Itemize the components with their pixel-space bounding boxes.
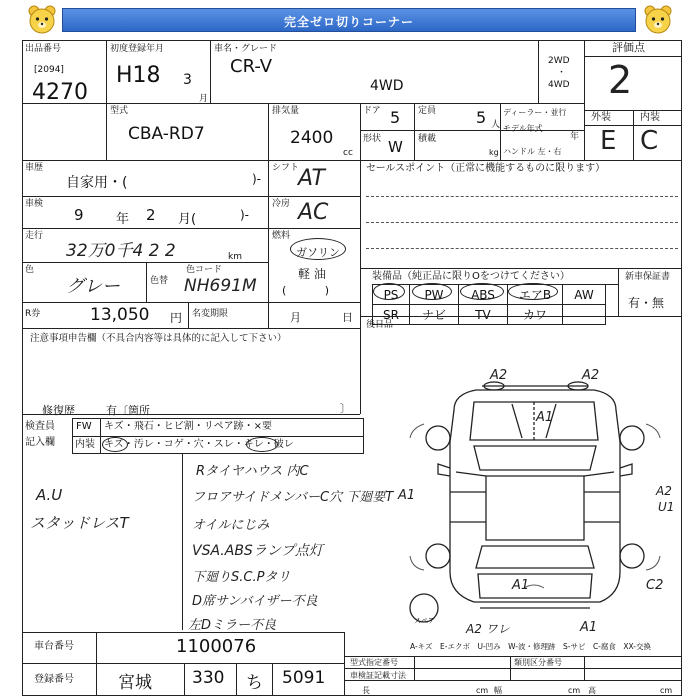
inspection-close: )- [240,208,250,222]
usage-value: 自家用・( [66,175,128,191]
car-label: 車名・グレード [214,44,278,54]
selling-points-label: セールスポイント（正常に機能するものに限ります） [366,163,606,174]
usage-label: 車歴 [25,163,44,173]
displacement-label: 排気量 [272,106,300,116]
drive-opt2: 4WD [548,80,570,90]
lot-number: 4270 [32,80,88,105]
color-change-label: 色替 [150,276,169,286]
color-value: グレー [66,276,120,297]
shape-value: W [388,138,403,156]
mark-a2-right: A2 [656,484,672,498]
dim-width-label: 幅 [494,686,502,695]
equipment-pw: PW [410,285,459,305]
dims-label: 車検証記載寸法 [350,671,406,680]
mileage-label: 走行 [25,231,44,241]
equipment-ps: PS [373,285,410,305]
note-1: Rタイヤハウス 内C [196,464,309,479]
equipment-ps-circle [373,283,405,300]
usage-close: )- [252,172,262,186]
mark-u1-right: U1 [658,500,675,514]
note-5: 下廻りS.C.Pタリ [192,570,291,585]
rating-ext: E [600,126,617,156]
plate-class: 330 [192,668,225,688]
load-unit: kg [489,148,499,157]
car-damage-diagram [394,372,674,634]
rating-value: 2 [608,58,633,102]
dim-width-unit: cm [568,686,581,695]
plate-label: 登録番号 [34,674,74,685]
header [0,0,700,40]
color-code-label: 色コード [186,265,223,275]
interior-label: 内装 [75,439,95,450]
rating-int-label: 内装 [640,112,660,123]
capacity-unit: 人 [491,120,501,130]
ac-value: AC [298,200,329,225]
doors-value: 5 [390,108,401,127]
rating-label: 評価点 [612,41,645,54]
dim-length-label: 長 [362,686,370,695]
equipment-pw-circle [412,283,452,300]
new-warranty-value: 有・無 [628,296,665,310]
equipment-tv: TV [459,305,508,325]
fuel-diesel: 軽 油 [298,267,326,281]
mileage-value: 32万0千4 2 2 [66,241,176,261]
interior-scratch-circle [102,437,128,452]
mark-c2: C2 [646,578,664,593]
equipment-abs-circle [460,283,504,300]
spare-label: スペア [414,617,435,625]
equipment-leather: カワ [508,305,563,325]
first-reg-era: H18 [116,63,161,88]
inspector-label-2: 記入欄 [25,437,55,448]
model-label: 型式 [110,106,129,116]
inspection-year-unit: 年 [116,212,130,227]
notes-label: 注意事項申告欄（不具合内容等は具体的に記入して下さい） [30,333,287,344]
color-label: 色 [25,265,35,275]
repair-label: 修復歴 [42,404,75,417]
recycle-value: 13,050 [90,305,150,325]
interior-scuff-circle [246,437,278,452]
after-install-label: 後日品 [366,320,394,330]
mark-a2-top-left: A2 [490,368,508,383]
drive-dot: ・ [557,68,567,78]
handle-label: ハンドル 左・右 [503,147,562,156]
note-6: D席サンバイザー不良 [192,594,318,609]
new-warranty-label: 新車保証書 [625,272,671,282]
handwritten-left-1: A.U [36,486,63,504]
damage-legend: A-キズ E-エクボ U-凹み W-波・修理跡 S-サビ C-腐食 XX-交換 [410,642,651,651]
fuel-label: 燃料 [272,231,291,241]
car-drive: 4WD [370,78,404,94]
dealer-label: ディーラー・並行 [503,108,567,117]
name-change-label: 名変期限 [192,309,229,319]
recycle-unit: 円 [170,311,183,325]
fuel-gasoline: ガソリン [296,246,340,259]
note-4: VSA.ABSランプ点灯 [192,543,323,559]
category-label: 類別区分番号 [514,658,562,667]
name-change-unit: 月 [290,311,301,324]
model-year-unit: 年 [570,132,580,142]
mark-a2-top-right: A2 [582,368,600,383]
shift-value: AT [298,166,325,191]
interior-items: キズ・汚レ・コゲ・穴・スレ・キレ・破レ [104,439,294,450]
fuel-selected-circle [290,238,346,260]
handwritten-left-2: スタッドレスT [30,514,129,532]
inspection-month: 2 [146,206,156,224]
lot-sub: [2094] [34,65,64,75]
doors-label: ドア [363,106,381,116]
capacity-label: 定員 [418,106,437,116]
ac-label: 冷房 [272,199,291,209]
fw-items: キズ・飛石・ヒビ割・リペア跡・×要 [104,421,272,432]
inspection-year: 9 [74,206,84,224]
first-reg-month-unit: 月 [199,94,209,104]
mark-a1-hood: A1 [536,410,554,425]
bear-mascot-left-icon [26,4,58,36]
model-value: CBA-RD7 [128,124,205,144]
mark-a2-bottom: A2 ワレ [466,622,510,636]
note-3: オイルにじみ [192,518,270,533]
dim-height-unit: cm [660,686,673,695]
shift-label: シフト [272,163,300,173]
note-7: 左Dミラー不良 [188,618,277,633]
displacement-unit: cc [343,148,353,158]
equipment-aw: AW [563,285,606,305]
load-label: 積載 [418,134,437,144]
shape-label: 形状 [363,134,382,144]
equipment-sr: SR [373,305,410,325]
repair-close: 〕 [340,402,351,415]
equipment-airbag: エアB [508,285,563,305]
header-bar [62,8,636,32]
equipment-navi: ナビ [410,305,459,325]
recycle-label: R券 [25,309,41,319]
car-name: CR-V [230,56,273,77]
plate-kana: ち [246,673,263,693]
mark-a1-left: A1 [398,488,416,503]
type-designation-label: 型式指定番号 [350,658,398,667]
mileage-unit: km [228,252,242,262]
first-reg-label: 初度登録年月 [110,44,165,54]
note-2: フロアサイドメンバーC穴 下廻要T [192,490,394,505]
drive-opt1: 2WD [548,56,570,66]
equipment-airbag-circle [508,283,558,300]
name-change-day: 日 [342,311,353,324]
model-year-label: モデル年式 [503,124,543,133]
repair-value: 有〔箇所 [106,404,150,417]
rating-ext-label: 外装 [591,112,611,123]
inspector-label-1: 検査員 [25,421,55,432]
bear-mascot-right-icon [642,4,674,36]
inspection-label: 車検 [25,199,44,209]
equipment-abs: ABS [459,285,508,305]
chassis-value: 1100076 [176,636,257,657]
inspection-month-unit: 月( [178,212,197,227]
dim-length-unit: cm [476,686,489,695]
rating-int: C [640,126,659,156]
equipment-label: 装備品（純正品に限りOをつけてください） [372,271,570,282]
header-title: 完全ゼロ切りコーナー [283,15,414,29]
color-code: NH691M [184,276,257,296]
displacement-value: 2400 [290,128,334,148]
dim-height-label: 高 [588,686,596,695]
plate-number: 5091 [282,668,326,688]
mark-a1-bottom: A1 [580,620,598,635]
capacity-value: 5 [476,108,487,127]
chassis-label: 車台番号 [34,641,74,652]
lot-label: 出品番号 [25,44,62,54]
first-reg-month: 3 [183,72,192,88]
mark-a1-right-lower: A1 [512,578,530,593]
fw-label: FW [76,421,92,432]
plate-region: 宮城 [118,673,152,693]
